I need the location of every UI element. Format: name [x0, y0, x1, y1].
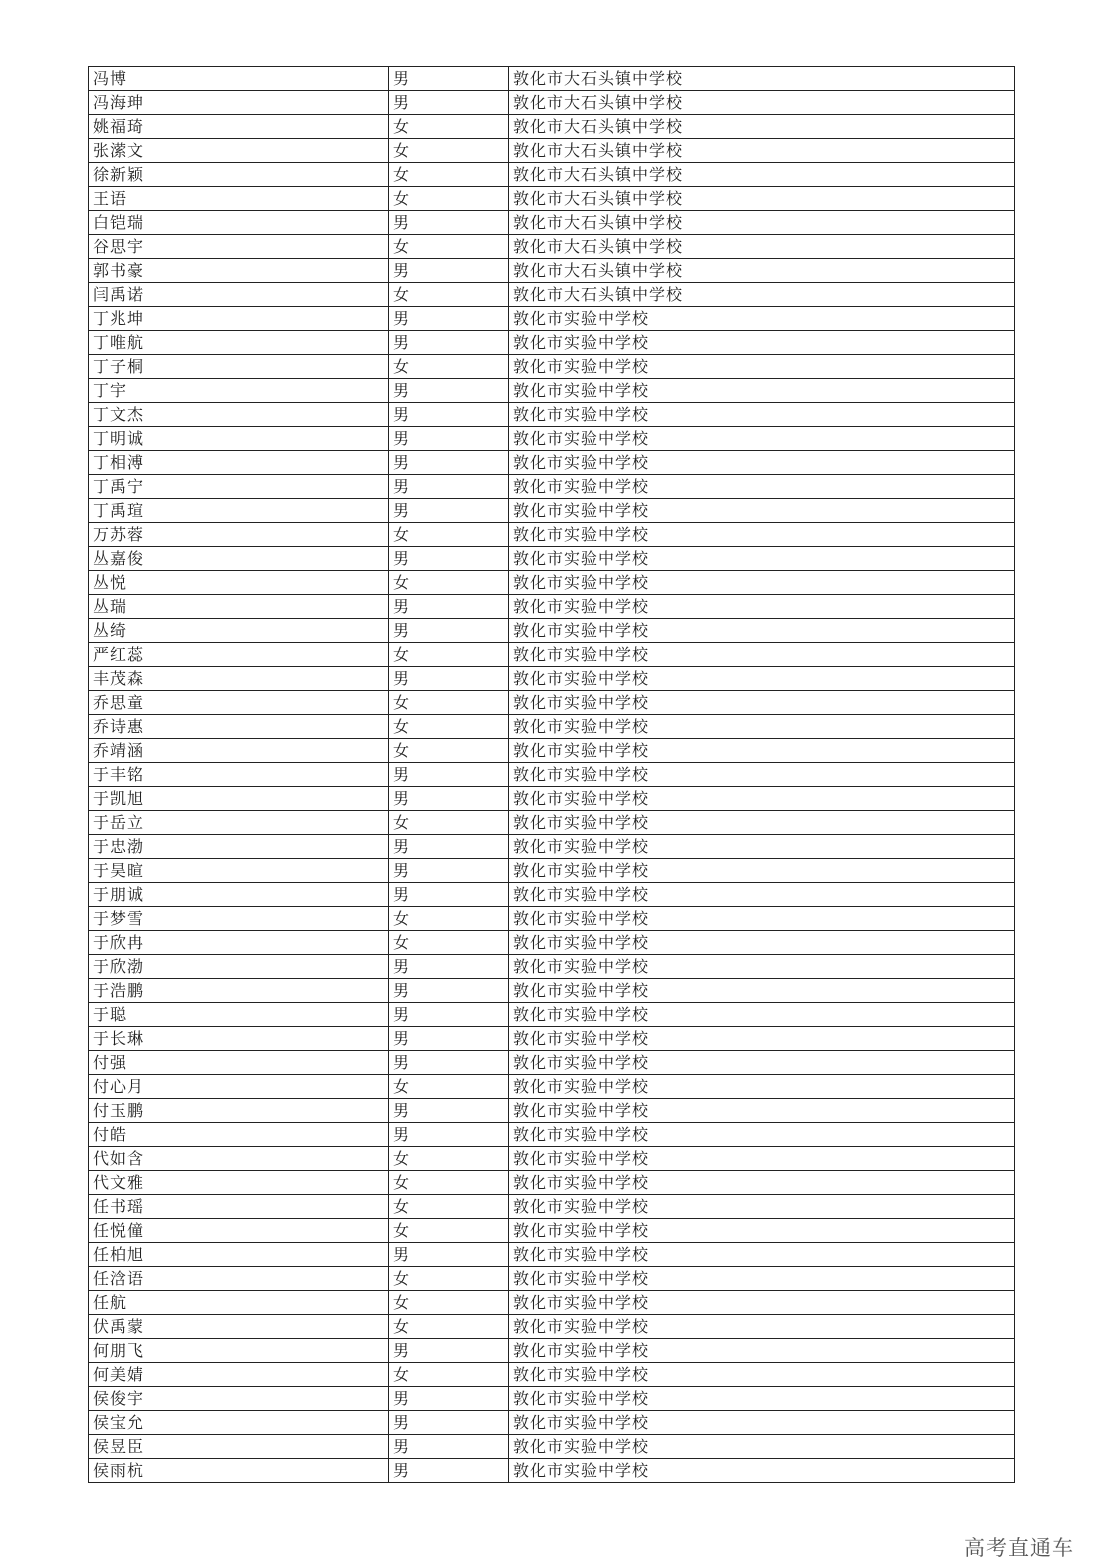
- table-row: [89, 1339, 1015, 1363]
- table-row: [89, 1411, 1015, 1435]
- table-row: [89, 907, 1015, 931]
- gender-cell: 男: [389, 835, 509, 859]
- gender-cell: 女: [389, 1291, 509, 1315]
- name-cell: 于梦雪: [89, 907, 389, 931]
- name-cell: 于岳立: [89, 811, 389, 835]
- gender-cell: 男: [389, 787, 509, 811]
- name-cell: 丁子桐: [89, 355, 389, 379]
- gender-cell: 男: [389, 427, 509, 451]
- name-cell: 于昊暄: [89, 859, 389, 883]
- gender-cell: 男: [389, 595, 509, 619]
- table-row: [89, 1387, 1015, 1411]
- school-cell: 敦化市实验中学校: [509, 1267, 1015, 1291]
- school-cell: 敦化市实验中学校: [509, 403, 1015, 427]
- table-row: [89, 883, 1015, 907]
- school-cell: 敦化市实验中学校: [509, 907, 1015, 931]
- gender-cell: 男: [389, 1003, 509, 1027]
- name-cell: 任悦僮: [89, 1219, 389, 1243]
- gender-cell: 男: [389, 91, 509, 115]
- gender-cell: 男: [389, 619, 509, 643]
- gender-cell: 女: [389, 1363, 509, 1387]
- school-cell: 敦化市实验中学校: [509, 1147, 1015, 1171]
- school-cell: 敦化市实验中学校: [509, 1315, 1015, 1339]
- gender-cell: 女: [389, 283, 509, 307]
- gender-cell: 女: [389, 1171, 509, 1195]
- table-row: [89, 235, 1015, 259]
- gender-cell: 女: [389, 523, 509, 547]
- table-row: [89, 355, 1015, 379]
- name-cell: 乔靖涵: [89, 739, 389, 763]
- name-cell: 谷思宇: [89, 235, 389, 259]
- school-cell: 敦化市实验中学校: [509, 1363, 1015, 1387]
- gender-cell: 女: [389, 115, 509, 139]
- gender-cell: 女: [389, 907, 509, 931]
- school-cell: 敦化市实验中学校: [509, 1219, 1015, 1243]
- name-cell: 付心月: [89, 1075, 389, 1099]
- name-cell: 任浛语: [89, 1267, 389, 1291]
- table-row: [89, 979, 1015, 1003]
- gender-cell: 女: [389, 715, 509, 739]
- name-cell: 于欣渤: [89, 955, 389, 979]
- name-cell: 丁宇: [89, 379, 389, 403]
- name-cell: 侯雨杭: [89, 1459, 389, 1483]
- gender-cell: 男: [389, 259, 509, 283]
- school-cell: 敦化市大石头镇中学校: [509, 187, 1015, 211]
- table-row: [89, 1459, 1015, 1483]
- school-cell: 敦化市实验中学校: [509, 355, 1015, 379]
- table-row: [89, 691, 1015, 715]
- gender-cell: 男: [389, 403, 509, 427]
- name-cell: 丁相溥: [89, 451, 389, 475]
- gender-cell: 男: [389, 667, 509, 691]
- name-cell: 丁兆坤: [89, 307, 389, 331]
- gender-cell: 男: [389, 1027, 509, 1051]
- school-cell: 敦化市实验中学校: [509, 667, 1015, 691]
- name-cell: 丛嘉俊: [89, 547, 389, 571]
- gender-cell: 男: [389, 1459, 509, 1483]
- name-cell: 于长琳: [89, 1027, 389, 1051]
- gender-cell: 女: [389, 571, 509, 595]
- school-cell: 敦化市大石头镇中学校: [509, 115, 1015, 139]
- table-row: [89, 955, 1015, 979]
- table-row: [89, 475, 1015, 499]
- name-cell: 冯博: [89, 67, 389, 91]
- school-cell: 敦化市实验中学校: [509, 811, 1015, 835]
- name-cell: 任柏旭: [89, 1243, 389, 1267]
- school-cell: 敦化市实验中学校: [509, 571, 1015, 595]
- table-row: [89, 1363, 1015, 1387]
- school-cell: 敦化市大石头镇中学校: [509, 67, 1015, 91]
- table-row: [89, 1147, 1015, 1171]
- table-row: [89, 379, 1015, 403]
- table-row: [89, 499, 1015, 523]
- table-row: [89, 763, 1015, 787]
- gender-cell: 男: [389, 307, 509, 331]
- table-row: [89, 331, 1015, 355]
- name-cell: 侯昱臣: [89, 1435, 389, 1459]
- table-row: [89, 307, 1015, 331]
- gender-cell: 女: [389, 235, 509, 259]
- school-cell: 敦化市实验中学校: [509, 523, 1015, 547]
- name-cell: 付皓: [89, 1123, 389, 1147]
- school-cell: 敦化市实验中学校: [509, 1195, 1015, 1219]
- gender-cell: 女: [389, 1267, 509, 1291]
- school-cell: 敦化市实验中学校: [509, 595, 1015, 619]
- gender-cell: 女: [389, 1147, 509, 1171]
- school-cell: 敦化市大石头镇中学校: [509, 259, 1015, 283]
- school-cell: 敦化市实验中学校: [509, 1075, 1015, 1099]
- school-cell: 敦化市实验中学校: [509, 691, 1015, 715]
- name-cell: 闫禹诺: [89, 283, 389, 307]
- gender-cell: 女: [389, 187, 509, 211]
- gender-cell: 男: [389, 211, 509, 235]
- school-cell: 敦化市实验中学校: [509, 1411, 1015, 1435]
- table-row: [89, 811, 1015, 835]
- school-cell: 敦化市实验中学校: [509, 1387, 1015, 1411]
- name-cell: 于忠渤: [89, 835, 389, 859]
- gender-cell: 女: [389, 643, 509, 667]
- name-cell: 于浩鹏: [89, 979, 389, 1003]
- name-cell: 徐新颖: [89, 163, 389, 187]
- name-cell: 于聪: [89, 1003, 389, 1027]
- table-row: [89, 139, 1015, 163]
- name-cell: 代文雅: [89, 1171, 389, 1195]
- name-cell: 张潆文: [89, 139, 389, 163]
- school-cell: 敦化市实验中学校: [509, 331, 1015, 355]
- table-row: [89, 1267, 1015, 1291]
- school-cell: 敦化市实验中学校: [509, 787, 1015, 811]
- school-cell: 敦化市实验中学校: [509, 1291, 1015, 1315]
- name-cell: 于朋诚: [89, 883, 389, 907]
- name-cell: 代如含: [89, 1147, 389, 1171]
- table-row: [89, 91, 1015, 115]
- roster-table: [88, 66, 1015, 1483]
- school-cell: 敦化市实验中学校: [509, 883, 1015, 907]
- school-cell: 敦化市大石头镇中学校: [509, 91, 1015, 115]
- gender-cell: 女: [389, 355, 509, 379]
- name-cell: 白铠瑞: [89, 211, 389, 235]
- gender-cell: 男: [389, 331, 509, 355]
- school-cell: 敦化市实验中学校: [509, 1099, 1015, 1123]
- table-row: [89, 1315, 1015, 1339]
- name-cell: 任书瑶: [89, 1195, 389, 1219]
- gender-cell: 男: [389, 883, 509, 907]
- school-cell: 敦化市实验中学校: [509, 931, 1015, 955]
- gender-cell: 女: [389, 811, 509, 835]
- gender-cell: 男: [389, 1243, 509, 1267]
- name-cell: 付玉鹏: [89, 1099, 389, 1123]
- gender-cell: 女: [389, 691, 509, 715]
- school-cell: 敦化市实验中学校: [509, 499, 1015, 523]
- name-cell: 丛绮: [89, 619, 389, 643]
- school-cell: 敦化市实验中学校: [509, 763, 1015, 787]
- table-row: [89, 739, 1015, 763]
- table-row: [89, 523, 1015, 547]
- gender-cell: 男: [389, 451, 509, 475]
- gender-cell: 女: [389, 1219, 509, 1243]
- name-cell: 丁明诚: [89, 427, 389, 451]
- name-cell: 丛瑞: [89, 595, 389, 619]
- table-row: [89, 1075, 1015, 1099]
- gender-cell: 男: [389, 499, 509, 523]
- gender-cell: 男: [389, 475, 509, 499]
- school-cell: 敦化市实验中学校: [509, 451, 1015, 475]
- gender-cell: 女: [389, 163, 509, 187]
- table-row: [89, 1291, 1015, 1315]
- school-cell: 敦化市实验中学校: [509, 1459, 1015, 1483]
- school-cell: 敦化市大石头镇中学校: [509, 283, 1015, 307]
- school-cell: 敦化市实验中学校: [509, 1003, 1015, 1027]
- school-cell: 敦化市实验中学校: [509, 643, 1015, 667]
- gender-cell: 男: [389, 1435, 509, 1459]
- table-row: [89, 211, 1015, 235]
- name-cell: 侯俊宇: [89, 1387, 389, 1411]
- school-cell: 敦化市实验中学校: [509, 955, 1015, 979]
- table-row: [89, 595, 1015, 619]
- school-cell: 敦化市实验中学校: [509, 1339, 1015, 1363]
- table-row: [89, 1171, 1015, 1195]
- name-cell: 伏禹蒙: [89, 1315, 389, 1339]
- name-cell: 乔思童: [89, 691, 389, 715]
- name-cell: 郭书豪: [89, 259, 389, 283]
- name-cell: 姚福琦: [89, 115, 389, 139]
- school-cell: 敦化市实验中学校: [509, 307, 1015, 331]
- school-cell: 敦化市实验中学校: [509, 1435, 1015, 1459]
- school-cell: 敦化市实验中学校: [509, 739, 1015, 763]
- school-cell: 敦化市实验中学校: [509, 427, 1015, 451]
- watermark-text: 高考直通车: [964, 1536, 1074, 1560]
- table-row: [89, 403, 1015, 427]
- school-cell: 敦化市实验中学校: [509, 1051, 1015, 1075]
- table-row: [89, 859, 1015, 883]
- gender-cell: 女: [389, 1315, 509, 1339]
- table-row: [89, 787, 1015, 811]
- school-cell: 敦化市实验中学校: [509, 1243, 1015, 1267]
- gender-cell: 女: [389, 931, 509, 955]
- table-row: [89, 1195, 1015, 1219]
- name-cell: 丁禹瑄: [89, 499, 389, 523]
- table-row: [89, 427, 1015, 451]
- roster-sheet: [88, 66, 1014, 1483]
- name-cell: 丁禹宁: [89, 475, 389, 499]
- name-cell: 任航: [89, 1291, 389, 1315]
- gender-cell: 男: [389, 859, 509, 883]
- name-cell: 万苏蓉: [89, 523, 389, 547]
- gender-cell: 男: [389, 1099, 509, 1123]
- gender-cell: 男: [389, 67, 509, 91]
- table-row: [89, 571, 1015, 595]
- table-row: [89, 835, 1015, 859]
- school-cell: 敦化市大石头镇中学校: [509, 139, 1015, 163]
- gender-cell: 男: [389, 1387, 509, 1411]
- gender-cell: 男: [389, 1051, 509, 1075]
- table-row: [89, 163, 1015, 187]
- name-cell: 付强: [89, 1051, 389, 1075]
- gender-cell: 男: [389, 547, 509, 571]
- name-cell: 丰茂森: [89, 667, 389, 691]
- gender-cell: 男: [389, 1411, 509, 1435]
- school-cell: 敦化市实验中学校: [509, 979, 1015, 1003]
- name-cell: 丁文杰: [89, 403, 389, 427]
- school-cell: 敦化市实验中学校: [509, 835, 1015, 859]
- gender-cell: 男: [389, 763, 509, 787]
- gender-cell: 男: [389, 979, 509, 1003]
- table-row: [89, 1243, 1015, 1267]
- gender-cell: 男: [389, 955, 509, 979]
- school-cell: 敦化市实验中学校: [509, 715, 1015, 739]
- school-cell: 敦化市实验中学校: [509, 859, 1015, 883]
- gender-cell: 女: [389, 1195, 509, 1219]
- table-row: [89, 1099, 1015, 1123]
- school-cell: 敦化市大石头镇中学校: [509, 163, 1015, 187]
- name-cell: 何美婧: [89, 1363, 389, 1387]
- school-cell: 敦化市大石头镇中学校: [509, 211, 1015, 235]
- name-cell: 何朋飞: [89, 1339, 389, 1363]
- table-row: [89, 259, 1015, 283]
- gender-cell: 男: [389, 379, 509, 403]
- table-row: [89, 1219, 1015, 1243]
- gender-cell: 女: [389, 739, 509, 763]
- table-row: [89, 1051, 1015, 1075]
- name-cell: 王语: [89, 187, 389, 211]
- table-row: [89, 1435, 1015, 1459]
- table-row: [89, 931, 1015, 955]
- roster-body: [89, 67, 1015, 1483]
- school-cell: 敦化市实验中学校: [509, 1027, 1015, 1051]
- school-cell: 敦化市大石头镇中学校: [509, 235, 1015, 259]
- name-cell: 于欣冉: [89, 931, 389, 955]
- school-cell: 敦化市实验中学校: [509, 475, 1015, 499]
- school-cell: 敦化市实验中学校: [509, 547, 1015, 571]
- table-row: [89, 1123, 1015, 1147]
- name-cell: 丁唯航: [89, 331, 389, 355]
- name-cell: 于丰铭: [89, 763, 389, 787]
- table-row: [89, 115, 1015, 139]
- table-row: [89, 67, 1015, 91]
- table-row: [89, 451, 1015, 475]
- school-cell: 敦化市实验中学校: [509, 1171, 1015, 1195]
- table-row: [89, 547, 1015, 571]
- school-cell: 敦化市实验中学校: [509, 619, 1015, 643]
- name-cell: 冯海珅: [89, 91, 389, 115]
- name-cell: 于凯旭: [89, 787, 389, 811]
- school-cell: 敦化市实验中学校: [509, 379, 1015, 403]
- table-row: [89, 283, 1015, 307]
- table-row: [89, 619, 1015, 643]
- name-cell: 严红蕊: [89, 643, 389, 667]
- gender-cell: 男: [389, 1339, 509, 1363]
- table-row: [89, 643, 1015, 667]
- table-row: [89, 1027, 1015, 1051]
- gender-cell: 男: [389, 1123, 509, 1147]
- table-row: [89, 715, 1015, 739]
- table-row: [89, 667, 1015, 691]
- name-cell: 丛悦: [89, 571, 389, 595]
- name-cell: 乔诗惠: [89, 715, 389, 739]
- gender-cell: 女: [389, 139, 509, 163]
- name-cell: 侯宝允: [89, 1411, 389, 1435]
- school-cell: 敦化市实验中学校: [509, 1123, 1015, 1147]
- table-row: [89, 187, 1015, 211]
- gender-cell: 女: [389, 1075, 509, 1099]
- table-row: [89, 1003, 1015, 1027]
